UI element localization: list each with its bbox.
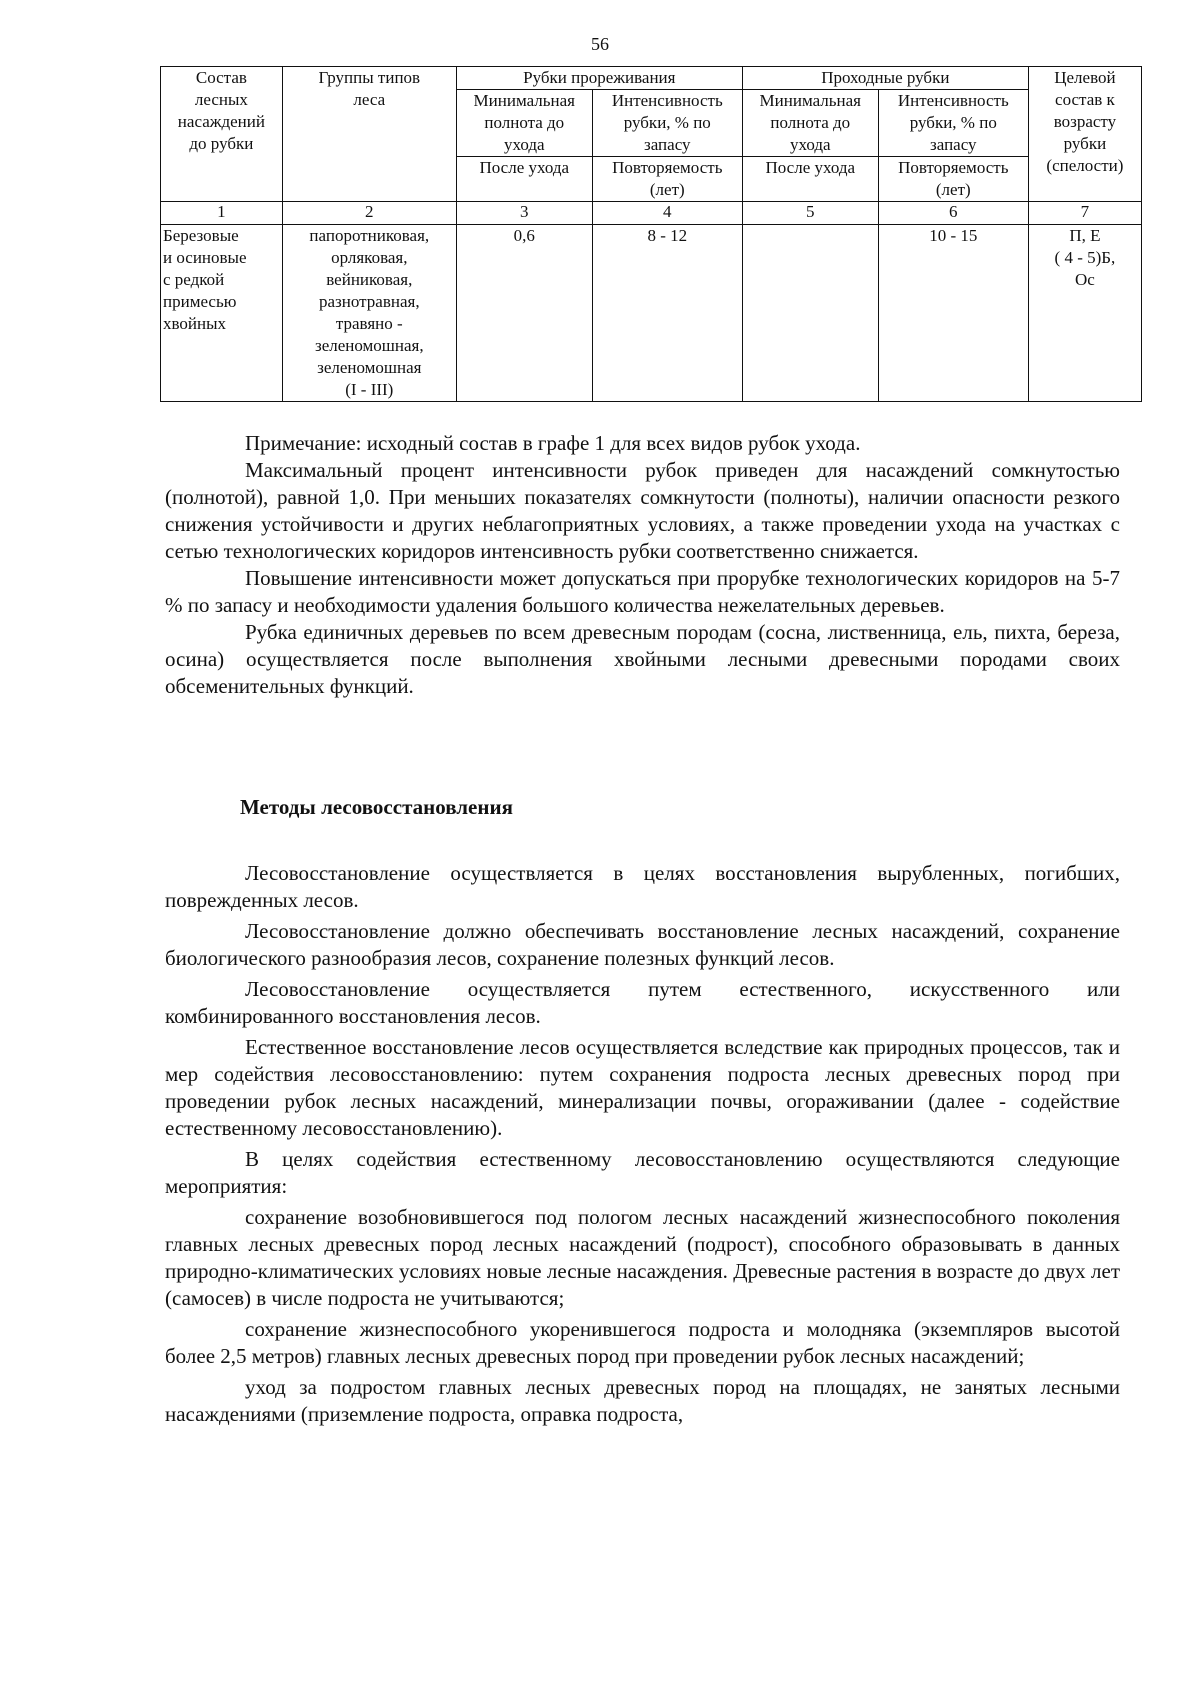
header-passage-cutting: Проходные рубки — [742, 67, 1028, 90]
header-forest-groups: Группы типов леса — [282, 67, 456, 202]
cell-passage-min-density — [742, 225, 878, 402]
table-row — [161, 225, 1142, 402]
body-paragraph: сохранение возобновившегося под пологом лесных насаждений жизнеспособного поколения главных лесных древесных пород лесных насаждений (подрост), способного образовывать в данных природно-климатических условиях новые лесные насаждения. Древесные растения в возрасте до двух лет (самосев) в числе подроста не учитываются; — [165, 1205, 1120, 1310]
column-number: 7 — [1028, 202, 1141, 225]
body-paragraph: Естественное восстановление лесов осуществляется вследствие как природных процессов, так и мер содействия лесовосстановлению: путем сохранения подроста лесных древесных пород при проведении рубок лесных насаждений, минерализации почвы, огораживании (далее - содействие естественному лесовосстановлению). — [165, 1035, 1120, 1140]
section-body — [165, 860, 1120, 1432]
note-paragraph: Максимальный процент интенсивности рубок приведен для насаждений сомкнутостью (полнотой), равной 1,0. При меньших показателях сомкнутости (полноты), наличии опасности резкого снижения устойчивости и других неблагоприятных условиях, а также проведении ухода на участках с сетью технологических коридоров интенсивность рубки соответственно снижается. — [165, 458, 1120, 563]
section-title: Методы лесовосстановления — [240, 795, 513, 819]
header-target-composition: Целевой состав к возрасту рубки (спелости) — [1028, 67, 1141, 202]
note-paragraph: Рубка единичных деревьев по всем древесным породам (сосна, лиственница, ель, пихта, береза, осина) осуществляется после выполнения хвойными лесными древесными породами своих обсеменительных функций. — [165, 620, 1120, 698]
column-number: 6 — [878, 202, 1028, 225]
cell-passage-intensity: 10 - 15 — [878, 225, 1028, 402]
thinning-norms-table — [160, 66, 1142, 402]
table-header-row — [161, 67, 1142, 90]
column-number: 3 — [456, 202, 592, 225]
column-number: 2 — [282, 202, 456, 225]
body-paragraph: сохранение жизнеспособного укоренившегося подроста и молодняка (экземпляров высотой более 2,5 метров) главных лесных древесных пород при проведении рубок лесных насаждений; — [165, 1317, 1120, 1368]
header-thinning-intensity: Интенсивность рубки, % по запасу — [592, 90, 742, 157]
body-paragraph: Лесовосстановление осуществляется в целях восстановления вырубленных, погибших, поврежденных лесов. — [165, 861, 1120, 912]
header-thinning-after-care: После ухода — [456, 157, 592, 202]
header-passage-min-density: Минимальная полнота до ухода — [742, 90, 878, 157]
column-number-row — [161, 202, 1142, 225]
table-notes — [165, 430, 1120, 700]
note-paragraph: Повышение интенсивности может допускаться при прорубке технологических коридоров на 5-7 % по запасу и необходимости удаления большого количества нежелательных деревьев. — [165, 566, 1120, 617]
header-thinning-repeat: Повторяемость (лет) — [592, 157, 742, 202]
header-composition: Состав лесных насаждений до рубки — [161, 67, 283, 202]
cell-composition: Березовые и осиновые с редкой примесью хвойных — [161, 225, 283, 402]
header-thinning-min-density: Минимальная полнота до ухода — [456, 90, 592, 157]
header-passage-repeat: Повторяемость (лет) — [878, 157, 1028, 202]
cell-thinning-min-density: 0,6 — [456, 225, 592, 402]
column-number: 1 — [161, 202, 283, 225]
header-passage-intensity: Интенсивность рубки, % по запасу — [878, 90, 1028, 157]
body-paragraph: В целях содействия естественному лесовосстановлению осуществляются следующие мероприятия: — [165, 1147, 1120, 1198]
page-number: 56 — [591, 34, 609, 54]
body-paragraph: уход за подростом главных лесных древесных пород на площадях, не занятых лесными насаждениями (приземление подроста, оправка подроста, — [165, 1375, 1120, 1426]
cell-forest-groups: папоротниковая, орляковая, вейниковая, разнотравная, травяно - зеленомошная, зеленомошная (I - III) — [282, 225, 456, 402]
note-paragraph: Примечание: исходный состав в графе 1 для всех видов рубок ухода. — [245, 431, 861, 455]
cell-thinning-intensity: 8 - 12 — [592, 225, 742, 402]
body-paragraph: Лесовосстановление осуществляется путем естественного, искусственного или комбинированного восстановления лесов. — [165, 977, 1120, 1028]
header-passage-after-care: После ухода — [742, 157, 878, 202]
header-thinning: Рубки прореживания — [456, 67, 742, 90]
body-paragraph: Лесовосстановление должно обеспечивать восстановление лесных насаждений, сохранение биологического разнообразия лесов, сохранение полезных функций лесов. — [165, 919, 1120, 970]
column-number: 4 — [592, 202, 742, 225]
cell-target-composition: П, Е ( 4 - 5)Б, Ос — [1028, 225, 1141, 402]
column-number: 5 — [742, 202, 878, 225]
